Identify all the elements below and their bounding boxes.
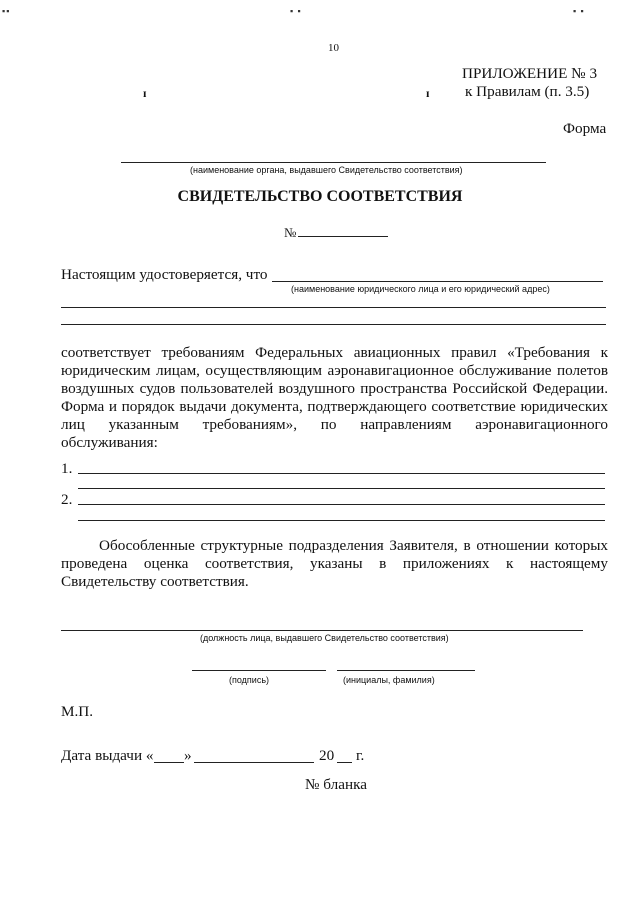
signature-line bbox=[192, 670, 326, 671]
document-title: СВИДЕТЕЛЬСТВО СООТВЕТСТВИЯ bbox=[177, 188, 463, 205]
issue-year-prefix: 20 bbox=[319, 747, 335, 764]
appendix-title: ПРИЛОЖЕНИЕ № 3 bbox=[462, 65, 598, 82]
item-2-line bbox=[78, 504, 605, 505]
issue-year-line bbox=[337, 762, 352, 763]
issuer-name-line bbox=[121, 162, 546, 163]
number-label: № bbox=[284, 225, 297, 240]
position-caption: (должность лица, выдавшего Свидетельство соответствия) bbox=[200, 633, 449, 643]
scan-mark: ɪ bbox=[143, 86, 147, 100]
issue-month-line bbox=[194, 762, 314, 763]
name-line bbox=[337, 670, 475, 671]
list-item-number: 1. bbox=[61, 460, 73, 477]
number-line bbox=[298, 236, 388, 237]
form-label: Форма bbox=[563, 120, 607, 137]
subdivisions-paragraph: Обособленные структурные подразделения Заявителя, в отношении которых проведена оценка соответствия, указаны в приложениях к настоящему Свидетельству соответствия. bbox=[61, 537, 608, 590]
signature-caption: (подпись) bbox=[229, 675, 270, 685]
scan-mark: ɪ bbox=[426, 86, 430, 100]
issue-year-suffix: г. bbox=[356, 747, 365, 764]
entity-line-3 bbox=[61, 324, 606, 325]
scan-mark: ▪ ▪ bbox=[290, 6, 302, 16]
scan-mark: ▪ ▪ bbox=[573, 6, 585, 16]
issue-date-close-quote: » bbox=[184, 747, 192, 764]
blank-number-label: № бланка bbox=[305, 776, 367, 793]
name-caption: (инициалы, фамилия) bbox=[343, 675, 435, 685]
entity-line-2 bbox=[61, 307, 606, 308]
entity-name-line bbox=[272, 281, 603, 282]
entity-caption: (наименование юридического лица и его юридический адрес) bbox=[291, 284, 550, 294]
issue-date-label: Дата выдачи « bbox=[61, 747, 154, 764]
certify-lead: Настоящим удостоверяется, что bbox=[61, 266, 268, 283]
stamp-label: М.П. bbox=[61, 703, 94, 720]
item-1-line-2 bbox=[78, 488, 605, 489]
appendix-reference: к Правилам (п. 3.5) bbox=[465, 83, 590, 100]
page-number: 10 bbox=[328, 42, 339, 54]
body-paragraph: соответствует требованиям Федеральных авиационных правил «Требования к юридическим лицам, осуществляющим аэронавигационное обслуживание полетов воздушных судов пользователей воздушного пространства Российской Федерации. Форма и порядок выдачи документа, подтверждающего соответствие юридических лиц указанным требованиям», по направлениям аэронавигационного обслуживания: bbox=[61, 344, 608, 451]
item-1-line bbox=[78, 473, 605, 474]
issue-day-line bbox=[154, 762, 184, 763]
list-item-number: 2. bbox=[61, 491, 73, 508]
position-line bbox=[61, 630, 583, 631]
item-2-line-2 bbox=[78, 520, 605, 521]
issuer-caption: (наименование органа, выдавшего Свидетельство соответствия) bbox=[190, 165, 463, 175]
scan-mark: ▪▪ bbox=[2, 6, 11, 16]
